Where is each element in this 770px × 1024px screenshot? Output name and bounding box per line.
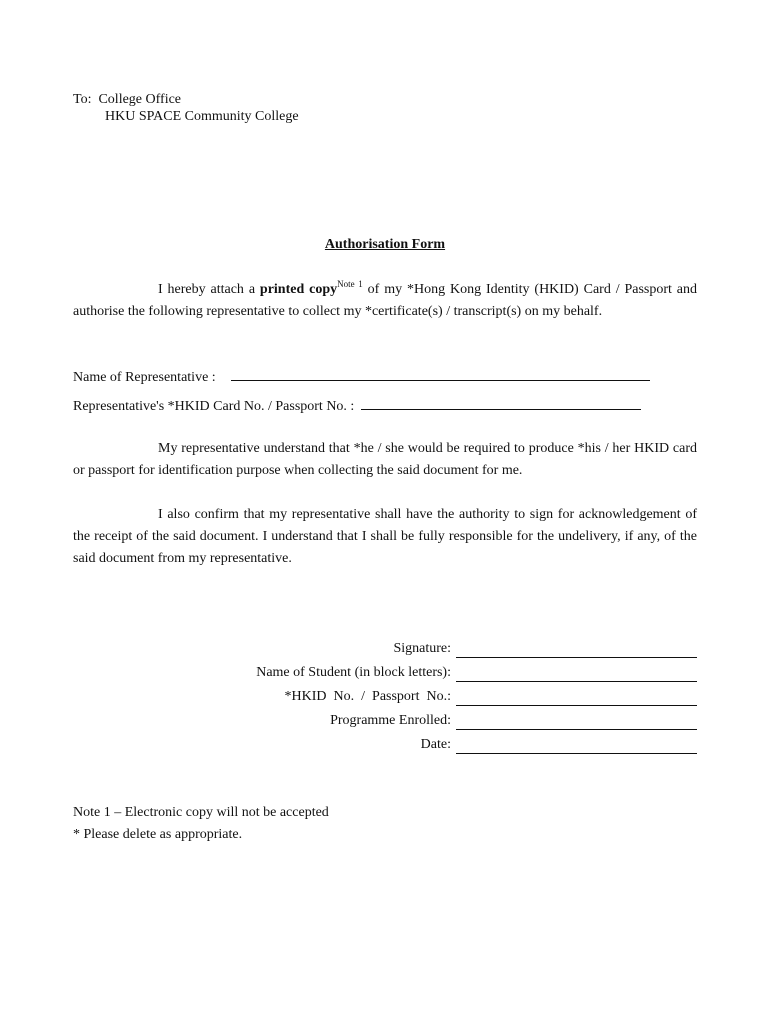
representative-name-row: [73, 368, 650, 387]
date-row: [200, 736, 697, 754]
programme-row: [200, 712, 697, 730]
note-reference: Note 1: [337, 279, 363, 289]
representative-id-label: Representative's *HKID Card No. / Passport No. :: [73, 399, 355, 414]
attachment-paragraph: [73, 279, 697, 323]
signature-line[interactable]: [456, 645, 697, 658]
recipient-office: College Office: [98, 92, 182, 107]
signature-label: Signature:: [393, 641, 451, 656]
date-line[interactable]: [456, 741, 697, 754]
representative-id-line[interactable]: [361, 397, 641, 410]
date-label: Date:: [420, 737, 451, 752]
footnotes: [73, 802, 329, 846]
confirmation-paragraph: I also confirm that my representative shall have the authority to sign for acknowledgement of the receipt of the said document. I understand that I shall be fully responsible for the undelivery, if any, of the said document from my representative.: [73, 507, 697, 566]
representative-name-line[interactable]: [231, 368, 650, 381]
printed-copy-text: printed copy: [259, 282, 338, 297]
attachment-lead: I hereby attach a: [158, 282, 260, 297]
note-1: Note 1 – Electronic copy will not be accepted: [73, 805, 329, 820]
student-id-line[interactable]: [456, 693, 697, 706]
student-id-label: *HKID No. / Passport No.:: [284, 689, 451, 704]
recipient-college: HKU SPACE Community College: [105, 109, 299, 124]
student-name-label: Name of Student (in block letters):: [256, 665, 451, 680]
student-id-row: [200, 688, 697, 706]
attachment-rest: of my *Hong Kong Identity (HKID) Card / Passport and authorise the following representative to collect my *certificate(s) / transcript(s) on my behalf.: [73, 282, 698, 319]
representative-id-row: [73, 397, 641, 416]
student-name-line[interactable]: [456, 669, 697, 682]
identification-paragraph: My representative understand that *he / she would be required to produce *his / her HKID card or passport for identification purpose when collecting the said document for me.: [73, 441, 697, 478]
recipient-address: [73, 91, 299, 125]
address-line-1: [73, 91, 299, 108]
representative-name-label: Name of Representative :: [73, 370, 216, 385]
note-delete: * Please delete as appropriate.: [73, 827, 243, 842]
to-label: To:: [73, 92, 92, 107]
form-title: Authorisation Form: [324, 237, 446, 252]
signature-row: [200, 640, 697, 658]
programme-label: Programme Enrolled:: [330, 713, 451, 728]
student-name-row: [200, 664, 697, 682]
programme-line[interactable]: [456, 717, 697, 730]
